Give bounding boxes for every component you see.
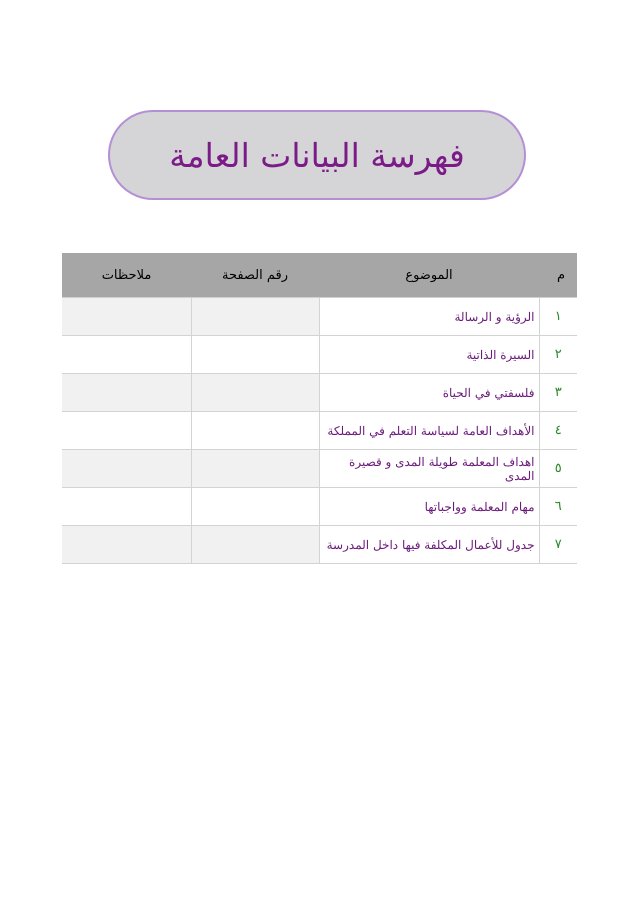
table-row (62, 412, 577, 450)
row-notes (62, 298, 191, 336)
row-page (191, 450, 319, 488)
title-banner (108, 110, 526, 200)
table-row (62, 526, 577, 564)
row-page (191, 488, 319, 526)
row-notes (62, 450, 191, 488)
row-number: ٣ (539, 374, 577, 412)
header-notes: ملاحظات (62, 253, 191, 298)
row-topic: جدول للأعمال المكلفة فيها داخل المدرسة (319, 526, 539, 564)
row-number: ٢ (539, 336, 577, 374)
table-row (62, 450, 577, 488)
row-number: ٧ (539, 526, 577, 564)
row-topic: فلسفتي في الحياة (319, 374, 539, 412)
table-row (62, 336, 577, 374)
table-row (62, 374, 577, 412)
row-number: ٤ (539, 412, 577, 450)
row-number: ١ (539, 298, 577, 336)
row-notes (62, 336, 191, 374)
page-title: فهرسة البيانات العامة (169, 135, 465, 175)
row-topic: الأهداف العامة لسياسة التعلم في المملكة (319, 412, 539, 450)
row-topic: مهام المعلمة وواجباتها (319, 488, 539, 526)
table-header-row (62, 253, 577, 298)
row-page (191, 298, 319, 336)
row-page (191, 336, 319, 374)
table-row (62, 298, 577, 336)
row-topic: الرؤية و الرسالة (319, 298, 539, 336)
row-page (191, 526, 319, 564)
header-number: م (539, 253, 577, 298)
row-notes (62, 374, 191, 412)
row-topic: اهداف المعلمة طويلة المدى و قصيرة المدى (319, 450, 539, 488)
row-number: ٦ (539, 488, 577, 526)
row-page (191, 412, 319, 450)
header-page: رقم الصفحة (191, 253, 319, 298)
row-page (191, 374, 319, 412)
row-notes (62, 488, 191, 526)
table-row (62, 488, 577, 526)
row-notes (62, 526, 191, 564)
row-notes (62, 412, 191, 450)
index-table (62, 253, 577, 564)
row-topic: السيرة الذاتية (319, 336, 539, 374)
header-topic: الموضوع (319, 253, 539, 298)
row-number: ٥ (539, 450, 577, 488)
